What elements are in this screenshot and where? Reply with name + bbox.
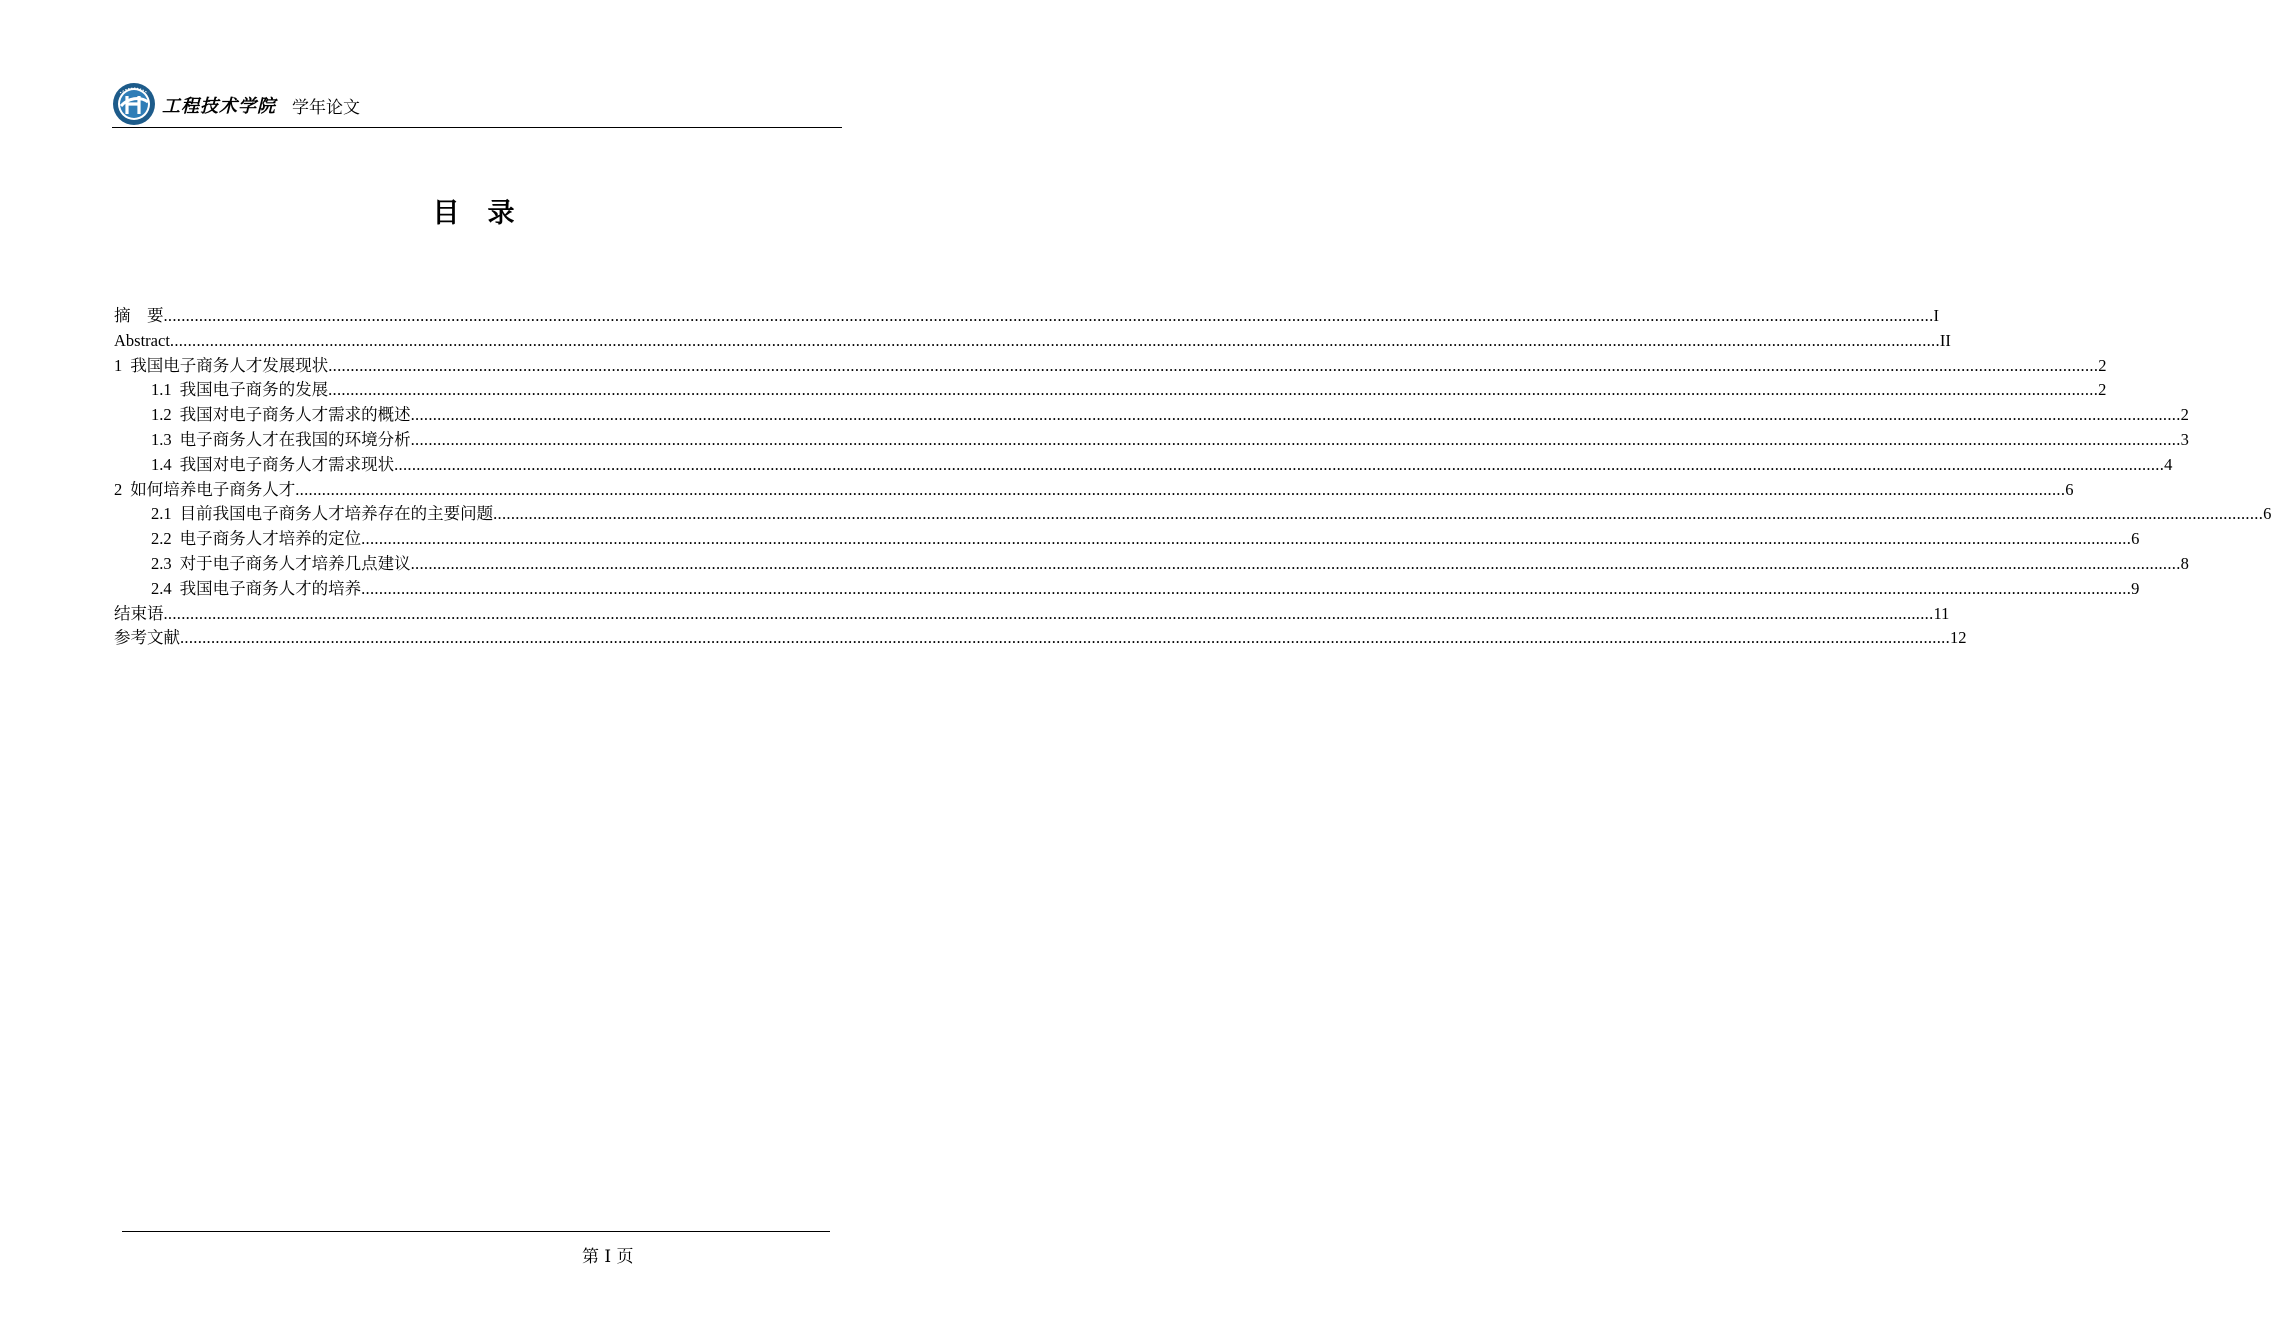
toc-entry-label: 我国电子商务的发展	[179, 380, 329, 400]
toc-entry[interactable]	[114, 502, 2271, 527]
table-of-contents	[114, 304, 2271, 651]
toc-entry-label: Abstract	[114, 330, 170, 350]
toc-entry-number: 2.1	[151, 504, 172, 524]
toc-leader-dots: ................................................................................................................................................................................................................................................................................................................................................................................................................	[328, 380, 2099, 400]
page-number: 第 I 页	[582, 1247, 634, 1267]
toc-entry[interactable]	[114, 478, 2074, 503]
toc-entry-page: 2	[2180, 405, 2189, 425]
page-title: 目录	[432, 198, 543, 229]
toc-entry-label: 我国对电子商务人才需求现状	[179, 454, 395, 474]
toc-leader-dots: ................................................................................................................................................................................................................................................................................................................................................................................................................	[410, 553, 2181, 573]
toc-entry-label: 对于电子商务人才培养几点建议	[179, 553, 411, 573]
toc-entry[interactable]	[114, 527, 2140, 552]
toc-entry-number: 1.2	[151, 405, 172, 425]
toc-entry-page: 8	[2180, 553, 2189, 573]
toc-leader-dots: ................................................................................................................................................................................................................................................................................................................................................................................................................	[180, 628, 1950, 648]
toc-entry-page: 9	[2131, 578, 2140, 598]
toc-entry-page: 6	[2065, 479, 2074, 499]
toc-entry-page: II	[1939, 330, 1951, 350]
toc-entry[interactable]	[114, 403, 2189, 428]
toc-entry-label: 电子商务人才在我国的环境分析	[179, 429, 411, 449]
toc-entry-number: 1	[114, 355, 123, 375]
footer-divider	[122, 1231, 830, 1232]
toc-leader-dots: ................................................................................................................................................................................................................................................................................................................................................................................................................	[361, 578, 2132, 598]
toc-entry-page: 4	[2164, 454, 2173, 474]
toc-entry-label: 目前我国电子商务人才培养存在的主要问题	[179, 504, 494, 524]
toc-entry-page: 6	[2263, 504, 2271, 524]
toc-leader-dots: ................................................................................................................................................................................................................................................................................................................................................................................................................	[295, 479, 2066, 499]
toc-leader-dots: ................................................................................................................................................................................................................................................................................................................................................................................................................	[410, 429, 2181, 449]
toc-entry[interactable]	[114, 552, 2189, 577]
toc-leader-dots: ................................................................................................................................................................................................................................................................................................................................................................................................................	[394, 454, 2165, 474]
toc-entry-number: 1.4	[151, 454, 172, 474]
toc-entry-page: 11	[1933, 603, 1950, 623]
toc-entry-label: 我国电子商务人才发展现状	[130, 355, 329, 375]
toc-leader-dots: ................................................................................................................................................................................................................................................................................................................................................................................................................	[163, 603, 1934, 623]
toc-leader-dots: ................................................................................................................................................................................................................................................................................................................................................................................................................	[361, 529, 2132, 549]
toc-entry-page: I	[1933, 306, 1939, 325]
toc-entry-label: 参考文献	[114, 628, 180, 648]
toc-entry-number: 2.2	[151, 529, 172, 549]
toc-entry[interactable]	[114, 626, 1967, 651]
college-name: 工程技术学院	[162, 96, 276, 117]
toc-entry-number: 2.3	[151, 553, 172, 573]
toc-entry-page: 6	[2131, 529, 2140, 549]
toc-entry-label: 我国电子商务人才的培养	[179, 578, 362, 598]
toc-entry[interactable]	[114, 577, 2140, 602]
toc-entry-number: 2	[114, 479, 123, 499]
toc-entry[interactable]	[114, 329, 1951, 354]
toc-leader-dots: ................................................................................................................................................................................................................................................................................................................................................................................................................	[328, 355, 2099, 375]
toc-leader-dots: ................................................................................................................................................................................................................................................................................................................................................................................................................	[163, 306, 1934, 325]
toc-entry-page: 3	[2180, 429, 2189, 449]
toc-entry-label: 结束语	[114, 603, 164, 623]
toc-entry-page: 12	[1950, 628, 1967, 648]
toc-leader-dots: ................................................................................................................................................................................................................................................................................................................................................................................................................	[169, 330, 1940, 350]
toc-entry[interactable]	[114, 428, 2189, 453]
header-divider	[112, 127, 842, 128]
toc-leader-dots: ................................................................................................................................................................................................................................................................................................................................................................................................................	[410, 405, 2181, 425]
toc-entry[interactable]	[114, 378, 2107, 403]
toc-entry-label: 摘 要	[114, 306, 164, 325]
toc-entry[interactable]	[114, 453, 2173, 478]
toc-entry-page: 2	[2098, 380, 2107, 400]
toc-entry-label: 如何培养电子商务人才	[130, 479, 296, 499]
page-header	[112, 82, 842, 126]
toc-entry-label: 我国对电子商务人才需求的概述	[179, 405, 411, 425]
toc-entry[interactable]	[114, 354, 2107, 379]
document-type: 学年论文	[292, 98, 360, 118]
toc-entry-label: 电子商务人才培养的定位	[179, 529, 362, 549]
toc-entry[interactable]	[114, 304, 1939, 329]
toc-entry[interactable]	[114, 602, 1950, 627]
toc-entry-number: 1.1	[151, 380, 172, 400]
toc-entry-number: 2.4	[151, 578, 172, 598]
toc-leader-dots: ................................................................................................................................................................................................................................................................................................................................................................................................................	[493, 504, 2264, 524]
toc-entry-page: 2	[2098, 355, 2107, 375]
toc-entry-number: 1.3	[151, 429, 172, 449]
college-logo-icon	[112, 82, 156, 126]
